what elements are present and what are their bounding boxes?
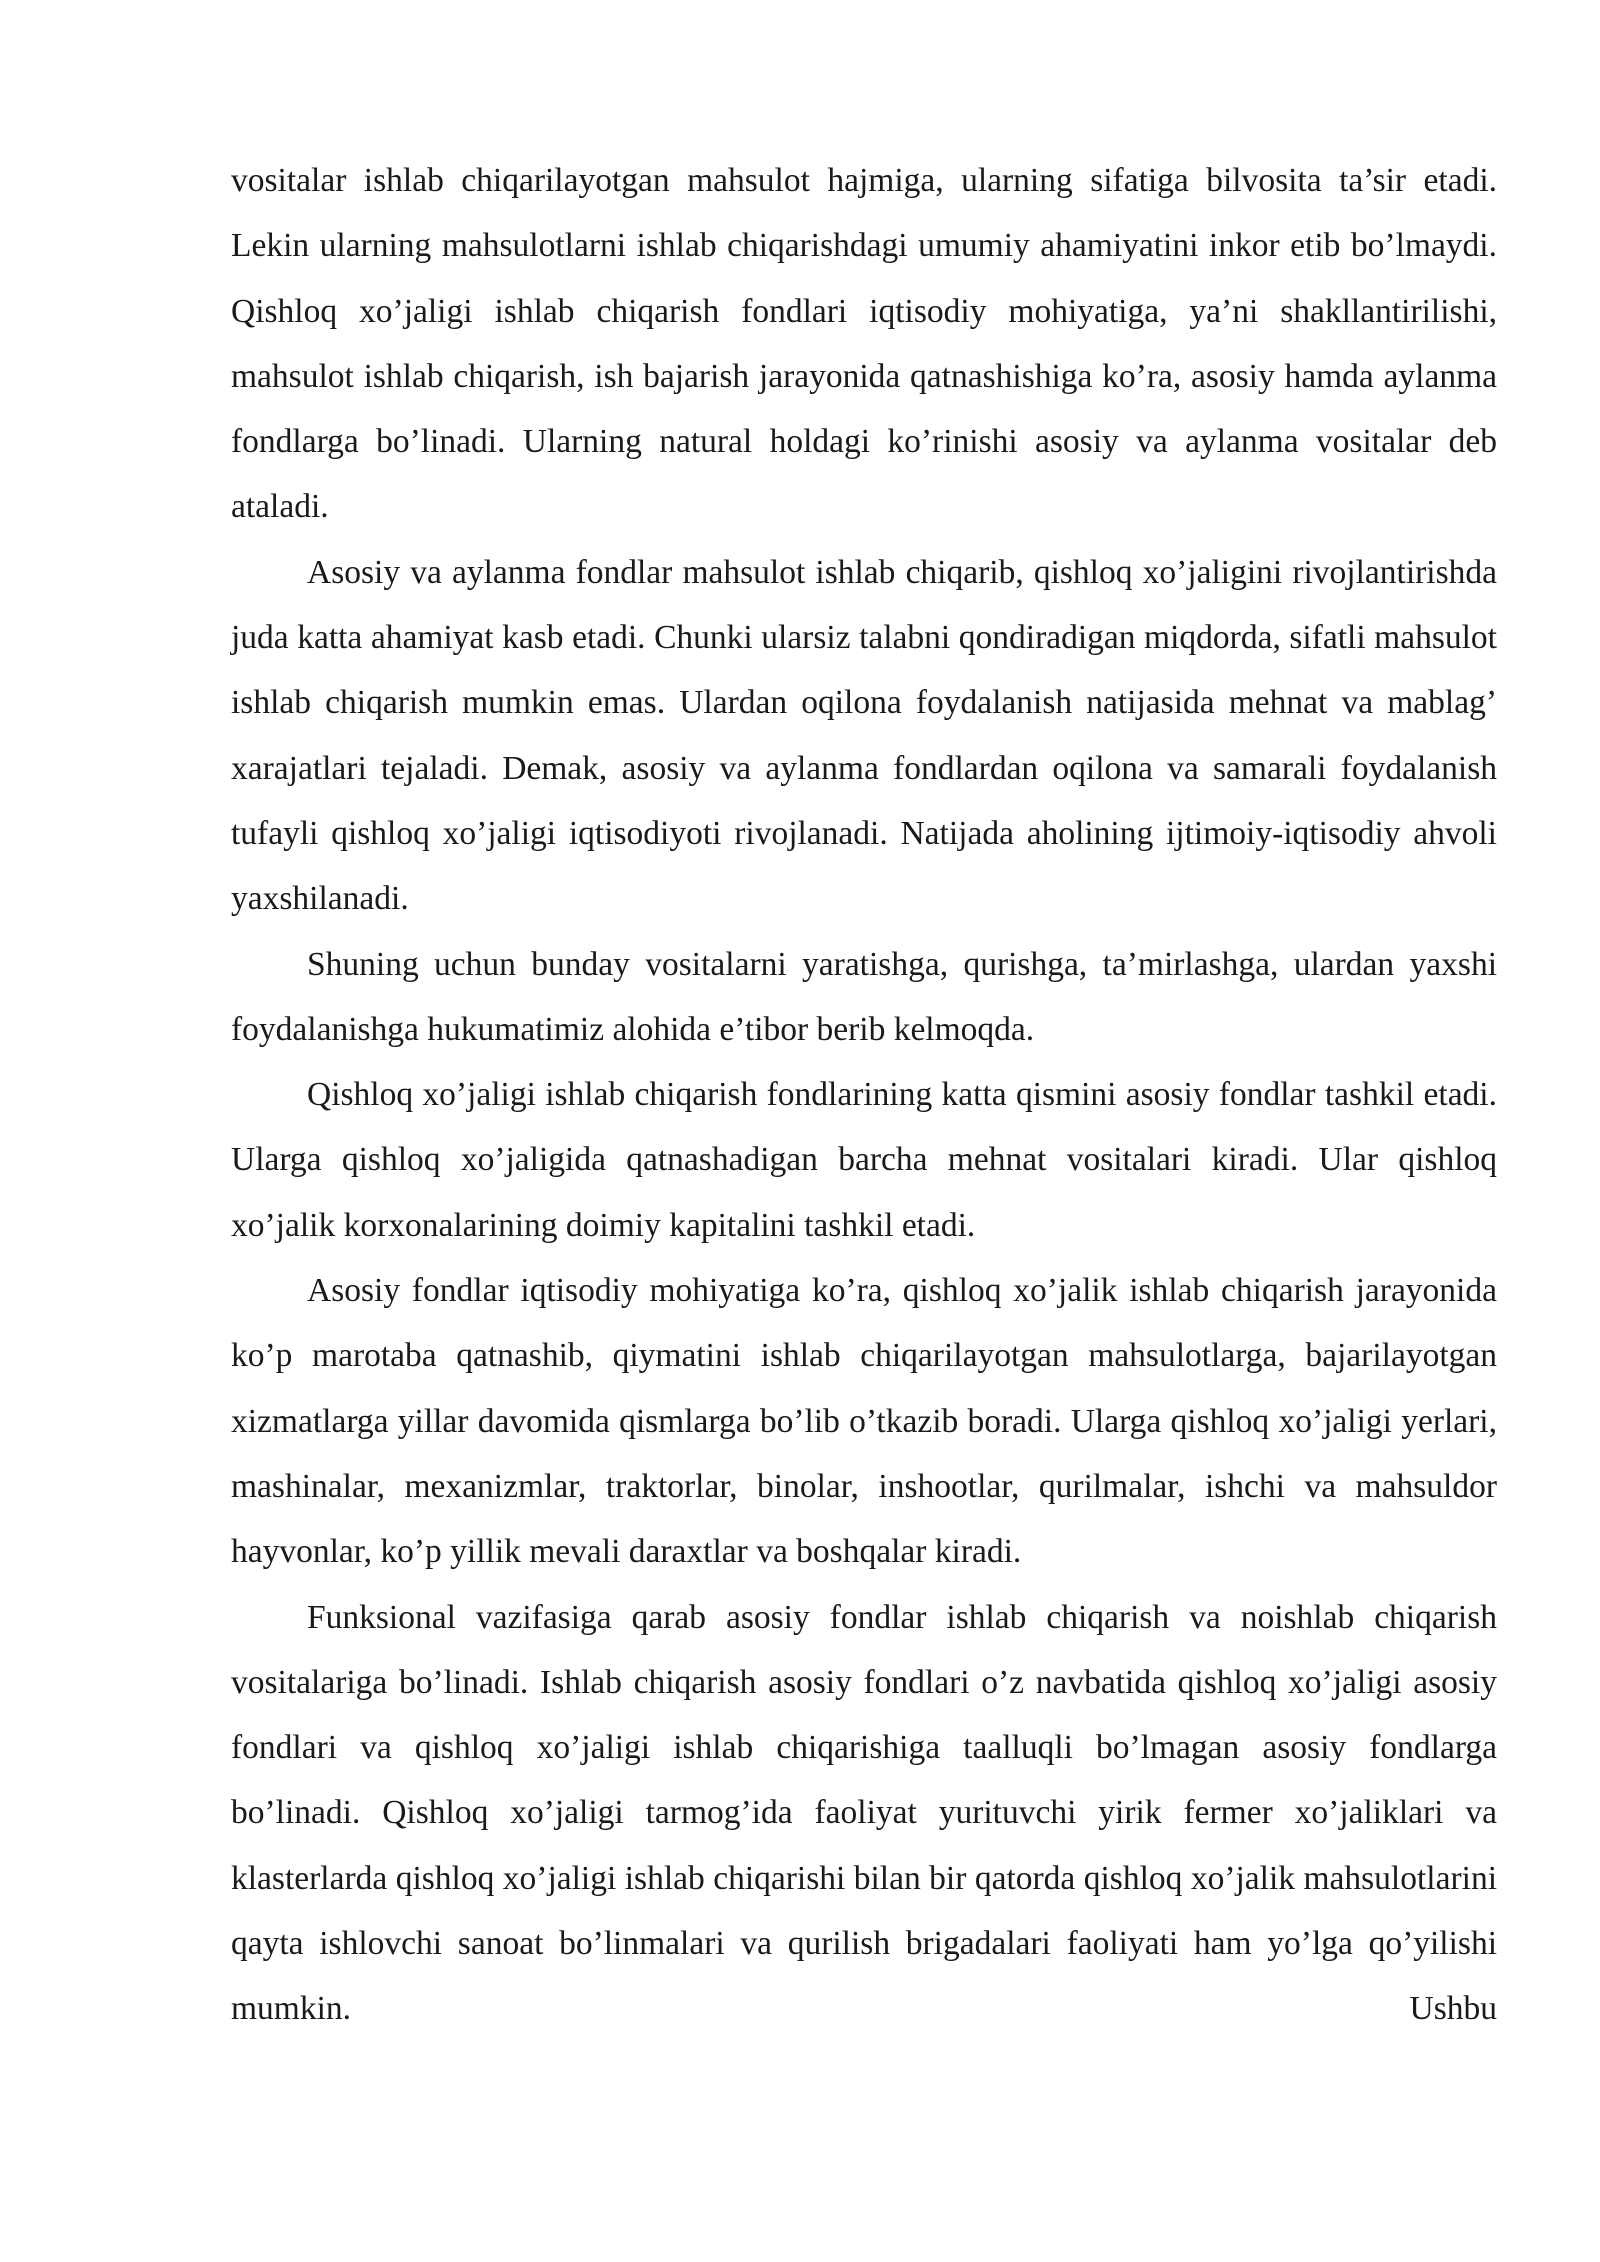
paragraph-6: Funksional vazifasiga qarab asosiy fondlar ishlab chiqarish va noishlab chiqarish vositalariga bo’linadi. Ishlab chiqarish asosiy fondlari o’z navbatida qishloq xo’jaligi asosiy fondlari va qishloq xo’jaligi ishlab chiqarishiga taalluqli bo’lmagan asosiy fondlarga bo’linadi. Qishloq xo’jaligi tarmog’ida faoliyat yurituvchi yirik fermer xo’jaliklari va klasterlarda qishloq xo’jaligi ishlab chiqarishi bilan bir qatorda qishloq xo’jalik mahsulotlarini qayta ishlovchi sanoat bo’linmalari va qurilish brigadalari faoliyati ham yo’lga qo’yilishi mumkin. Ushbu: [231, 1598, 1497, 2028]
paragraph-1: vositalar ishlab chiqarilayotgan mahsulot hajmiga, ularning sifatiga bilvosita ta’sir etadi. Lekin ularning mahsulotlarni ishlab chiqarishdagi umumiy ahamiyatini inkor etib bo’lmaydi. Qishloq xo’jaligi ishlab chiqarish fondlari iqtisodiy mohiyatiga, ya’ni shakllantirilishi, mahsulot ishlab chiqarish, ish bajarish jarayonida qatnashishiga ko’ra, asosiy hamda aylanma fondlarga bo’linadi. Ularning natural holdagi ko’rinishi asosiy va aylanma vositalar deb ataladi.: [231, 162, 1497, 526]
document-body: [231, 148, 1497, 2042]
paragraph-5: Asosiy fondlar iqtisodiy mohiyatiga ko’ra, qishloq xo’jalik ishlab chiqarish jarayonida ko’p marotaba qatnashib, qiymatini ishlab chiqarilayotgan mahsulotlarga, bajarilayotgan xizmatlarga yillar davomida qismlarga bo’lib o’tkazib boradi. Ularga qishloq xo’jaligi yerlari, mashinalar, mexanizmlar, traktorlar, binolar, inshootlar, qurilmalar, ishchi va mahsuldor hayvonlar, ko’p yillik mevali daraxtlar va boshqalar kiradi.: [231, 1272, 1497, 1571]
paragraph-4: Qishloq xo’jaligi ishlab chiqarish fondlarining katta qismini asosiy fondlar tashkil etadi. Ularga qishloq xo’jaligida qatnashadigan barcha mehnat vositalari kiradi. Ular qishloq xo’jalik korxonalarining doimiy kapitalini tashkil etadi.: [231, 1076, 1497, 1244]
paragraph-3: Shuning uchun bunday vositalarni yaratishga, qurishga, ta’mirlashga, ulardan yaxshi foydalanishga hukumatimiz alohida e’tibor berib kelmoqda.: [231, 945, 1497, 1048]
paragraph-2: Asosiy va aylanma fondlar mahsulot ishlab chiqarib, qishloq xo’jaligini rivojlantirishda juda katta ahamiyat kasb etadi. Chunki ularsiz talabni qondiradigan miqdorda, sifatli mahsulot ishlab chiqarish mumkin emas. Ulardan oqilona foydalanish natijasida mehnat va mablag’ xarajatlari tejaladi. Demak, asosiy va aylanma fondlardan oqilona va samarali foydalanish tufayli qishloq xo’jaligi iqtisodiyoti rivojlanadi. Natijada aholining ijtimoiy-iqtisodiy ahvoli yaxshilanadi.: [231, 553, 1497, 918]
